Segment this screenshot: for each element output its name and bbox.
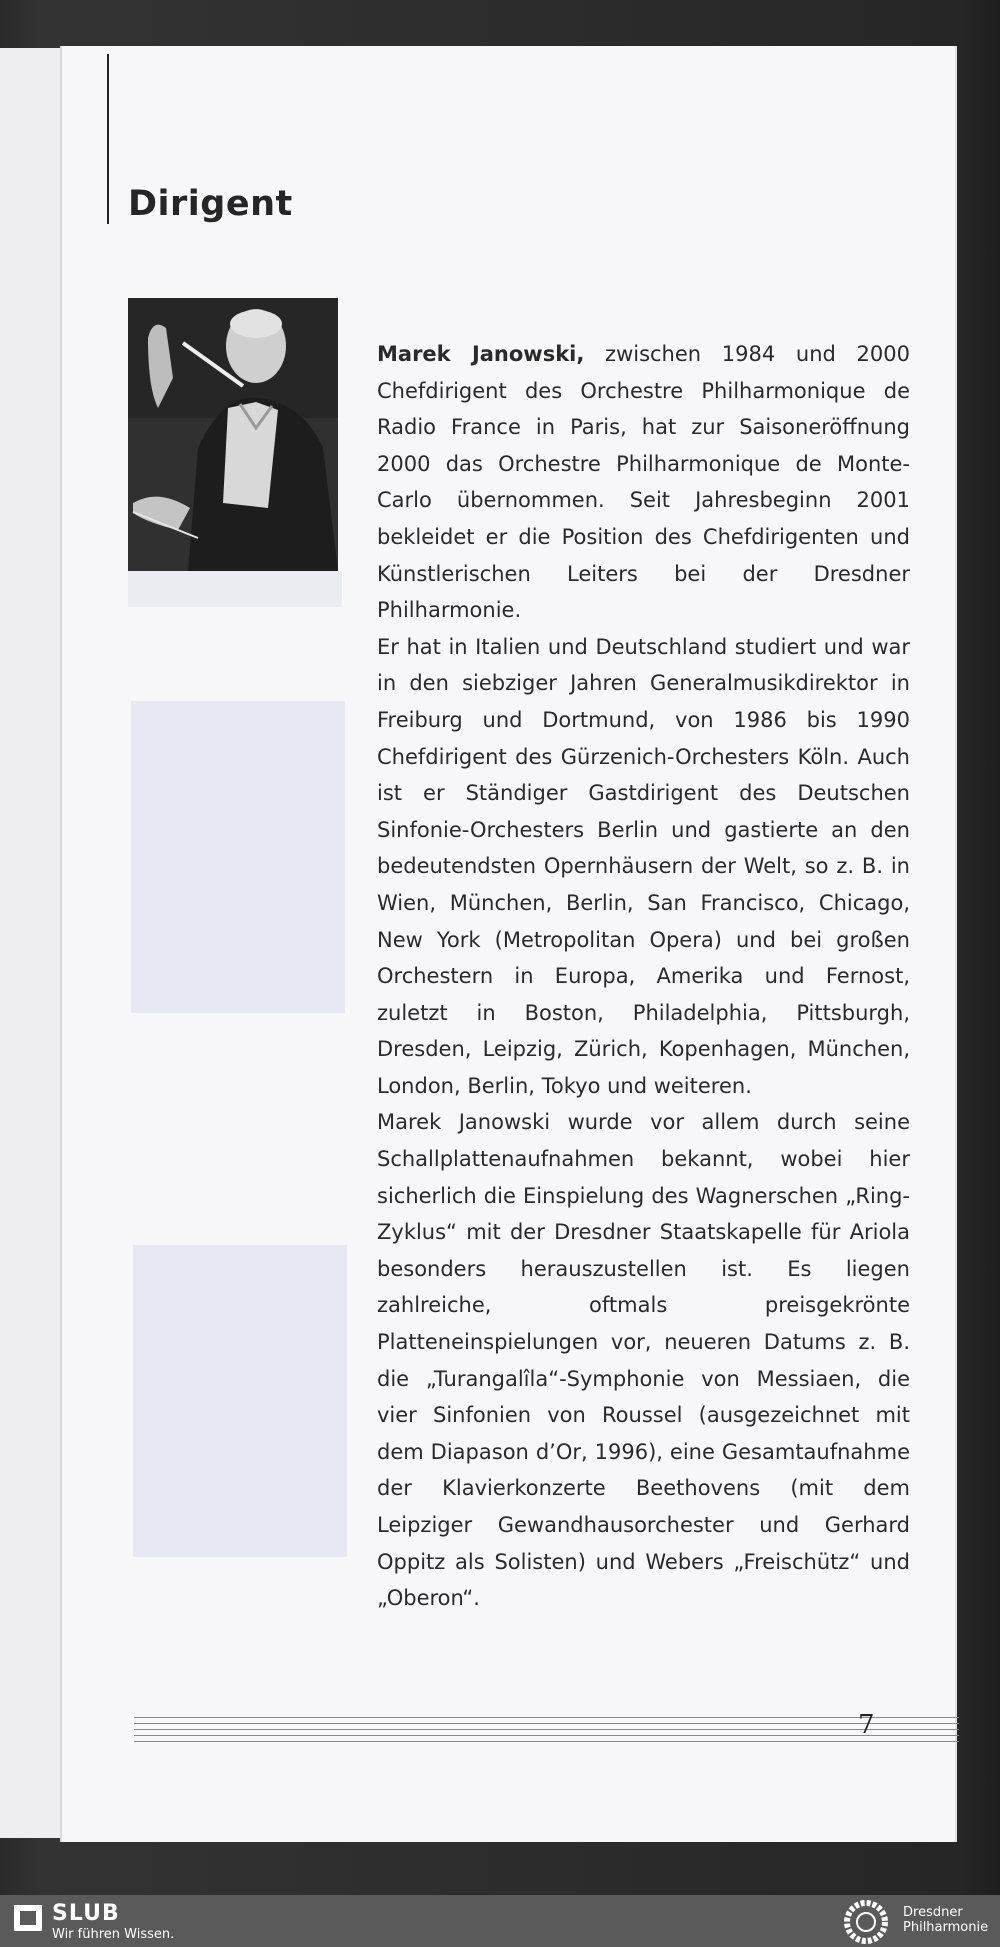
partner-name-line-2: Philharmonie [903, 1920, 989, 1935]
slub-square-icon[interactable] [14, 1905, 42, 1931]
conductor-portrait-icon [128, 298, 338, 571]
page-number: 7 [858, 1710, 875, 1740]
show-through-image-2 [133, 1245, 347, 1557]
bio-paragraph-1-text: zwischen 1984 und 2000 Chefdirigent des Orchestre Philharmonique de Radio France in Paris, hat zur Saisoneröffnung 2000 das Orchestre Philharmonique de Monte-Carlo übernommen. Seit Jahresbeginn 2001 bekleidet er die Position des Chefdirigenten und Künstlerischen Leiters bei der Dresdner Philharmonie. [377, 342, 910, 623]
library-tagline: Wir führen Wissen. [52, 1927, 175, 1942]
viewer-footer [0, 1895, 1000, 1947]
conductor-photo [128, 298, 338, 571]
library-name[interactable]: SLUB [52, 1901, 120, 1926]
partner-name [903, 1905, 988, 1935]
bio-paragraph-1 [377, 336, 910, 629]
heading-rule [107, 54, 109, 224]
page-heading: Dirigent [128, 184, 293, 224]
staff-line [134, 1729, 959, 1730]
staff-line [134, 1741, 959, 1742]
conductor-name: Marek Janowski, [377, 342, 585, 366]
biography-text [377, 336, 910, 1617]
brochure-page [60, 46, 957, 1842]
bio-paragraph-2: Er hat in Italien und Deutschland studiert und war in den siebziger Jahren Generalmusikdirektor in Freiburg und Dortmund, von 1986 bis 1990 Chefdirigent des Gürzenich-Orchesters Köln. Auch ist er Ständiger Gastdirigent des Deutschen Sinfonie-Orchesters Berlin und gastierte an den bedeutendsten Opernhäusern der Welt, so z. B. in Wien, München, Berlin, San Francisco, Chicago, New York (Metropolitan Opera) und bei großen Orchestern in Europa, Amerika und Fernost, zuletzt in Boston, Philadelphia, Pittsburgh, Dresden, Leipzig, Zürich, Kopenhagen, München, London, Berlin, Tokyo und weiteren. [377, 634, 910, 1098]
show-through-image-1 [131, 701, 345, 1013]
bio-paragraph-3: Marek Janowski wurde vor allem durch seine Schallplattenaufnahmen bekannt, wobei hier sicherlich die Einspielung des Wagnerschen „Ring-Zyklus“ mit der Dresdner Staatskapelle für Ariola besonders herauszustellen ist. Es liegen zahlreiche, oftmals preisgekrönte Platteneinspielungen vor, neueren Datums z. B. die „Turangalîla“-Symphonie von Messiaen, die vier Sinfonien von Roussel (ausgezeichnet mit dem Diapason d’Or, 1996), eine Gesamtaufnahme der Klavierkonzerte Beethovens (mit dem Leipziger Gewandhausorchester und Gerhard Oppitz als Solisten) und Webers „Freischütz“ und „Oberon“. [377, 1110, 910, 1611]
photo-show-through [128, 571, 342, 607]
staff-line [134, 1735, 959, 1736]
staff-line [134, 1723, 959, 1724]
partner-name-line-1: Dresdner [903, 1905, 963, 1920]
dresdner-philharmonie-ring-icon[interactable] [840, 1899, 892, 1945]
staff-line [134, 1717, 959, 1718]
